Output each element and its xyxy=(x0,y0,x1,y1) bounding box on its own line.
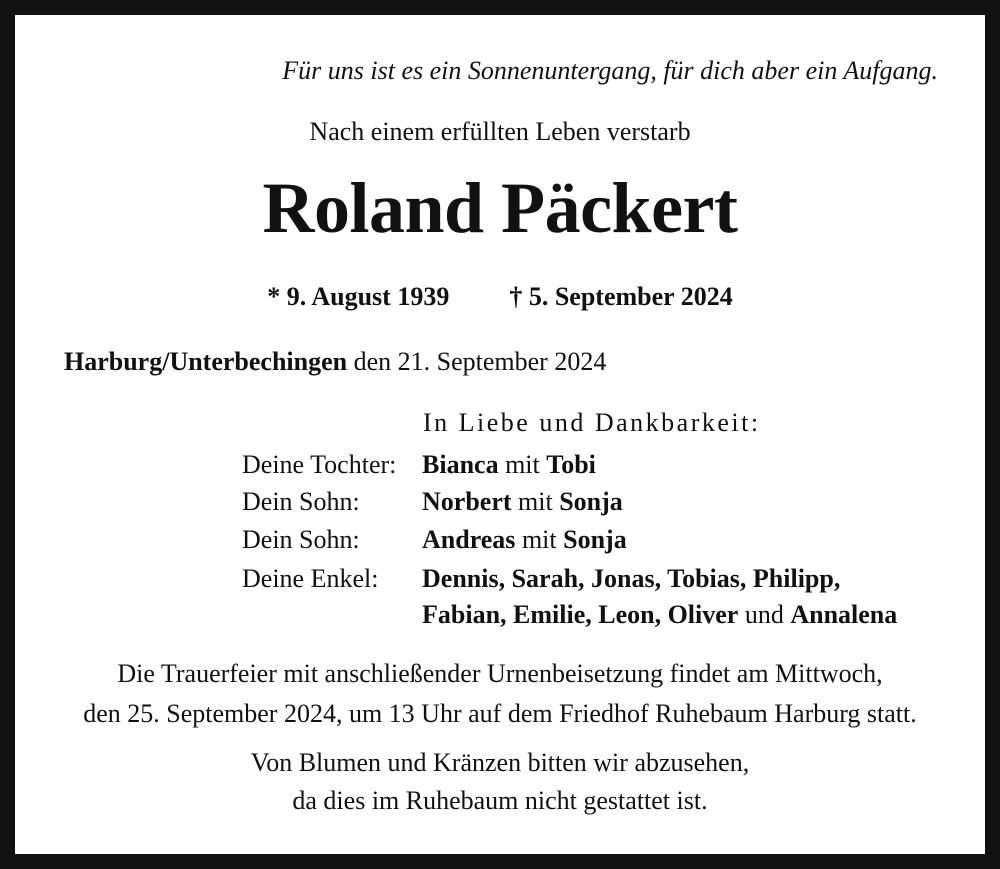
relation-label: Deine Enkel: xyxy=(242,564,379,593)
place-name: Harburg/Unterbechingen xyxy=(64,347,348,376)
life-dates xyxy=(0,284,1000,310)
death-date: † 5. September 2024 xyxy=(509,282,733,311)
relative-names xyxy=(422,452,596,478)
grandchildren-conj: und xyxy=(744,600,784,629)
flowers-note-line-1: Von Blumen und Kränzen bitten wir abzusehen, xyxy=(250,748,750,777)
motto-quote: Für uns ist es ein Sonnenuntergang, für dich aber ein Aufgang. xyxy=(282,56,938,85)
relative-name: Bianca xyxy=(422,450,499,479)
relation-label: Deine Tochter: xyxy=(242,450,397,479)
relative-conj: mit xyxy=(518,487,553,516)
grandchildren-line-2 xyxy=(422,602,897,628)
place-and-date xyxy=(64,349,606,375)
relation-label: Dein Sohn: xyxy=(242,487,360,516)
grandchildren-line-1 xyxy=(422,566,840,592)
relative-name: Andreas xyxy=(422,525,516,554)
deceased-name: Roland Päckert xyxy=(262,168,738,248)
funeral-info-line-1: Die Trauerfeier mit anschließender Urnenbeisetzung findet am Mittwoch, xyxy=(117,659,883,688)
relation-label: Dein Sohn: xyxy=(242,525,360,554)
grandchildren-last: Annalena xyxy=(790,600,898,629)
relative-partner: Tobi xyxy=(546,450,596,479)
relative-names xyxy=(422,489,623,515)
intro-label: Nach einem erfüllten Leben verstarb xyxy=(309,117,691,146)
relative-names xyxy=(422,527,627,553)
relative-name: Norbert xyxy=(422,487,512,516)
grandchildren-names: Fabian, Emilie, Leon, Oliver xyxy=(422,600,739,629)
relative-partner: Sonja xyxy=(559,487,623,516)
notice-date: den 21. September 2024 xyxy=(353,347,607,376)
grandchildren-names: Dennis, Sarah, Jonas, Tobias, Philipp, xyxy=(422,564,841,593)
birth-date: * 9. August 1939 xyxy=(267,282,450,311)
intro-text xyxy=(0,119,1000,145)
relative-conj: mit xyxy=(505,450,540,479)
funeral-info-line-2: den 25. September 2024, um 13 Uhr auf dem Friedhof Ruhebaum Harburg statt. xyxy=(83,699,917,728)
relative-conj: mit xyxy=(521,525,557,554)
thanks-heading: In Liebe und Dankbarkeit: xyxy=(423,408,761,437)
relative-partner: Sonja xyxy=(563,525,627,554)
flowers-note-line-2: da dies im Ruhebaum nicht gestattet ist. xyxy=(292,786,708,815)
